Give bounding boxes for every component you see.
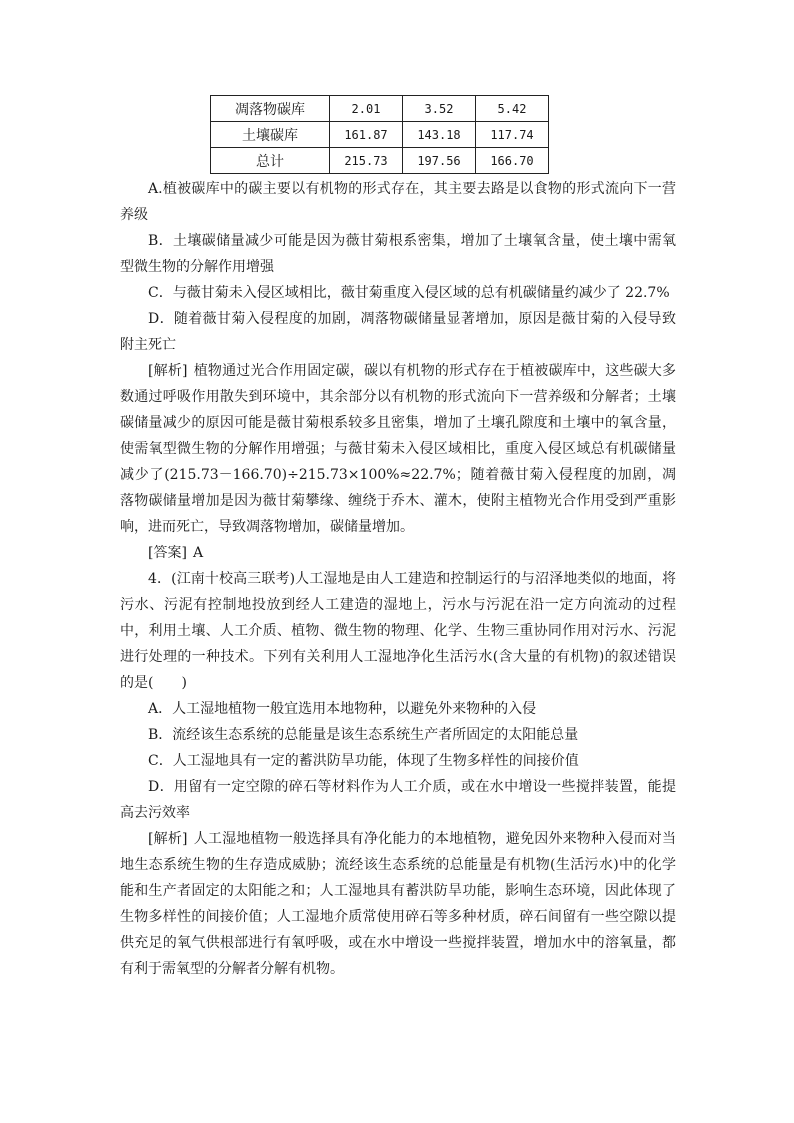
- table-row: [211, 148, 549, 174]
- cell-value: 5.42: [476, 96, 549, 122]
- row-label: 总计: [211, 148, 330, 174]
- analysis-label: [解析]: [148, 363, 188, 379]
- answer-text: A: [192, 545, 204, 561]
- row-label: 土壤碳库: [211, 122, 330, 148]
- page-content: [120, 95, 676, 982]
- cell-value: 143.18: [403, 122, 476, 148]
- carbon-storage-table: [210, 95, 549, 174]
- cell-value: 161.87: [330, 122, 403, 148]
- cell-value: 197.56: [403, 148, 476, 174]
- question-4-stem: 4．(江南十校高三联考)人工湿地是由人工建造和控制运行的与沼泽地类似的地面，将污水、污泥有控制地投放到经人工建造的湿地上，污水与污泥在沿一定方向流动的过程中，利用土壤、人工介质、植物、微生物的物理、化学、生物三重协同作用对污水、污泥进行处理的一种技术。下列有关利用人工湿地净化生活污水(含大量的有机物)的叙述错误的是( ): [120, 571, 676, 691]
- row-label: 凋落物碳库: [211, 96, 330, 122]
- table-row: [211, 96, 549, 122]
- question-3-analysis: [120, 358, 676, 540]
- option-c: C．人工湿地具有一定的蓄洪防旱功能，体现了生物多样性的间接价值: [148, 753, 579, 769]
- option-d: D．随着薇甘菊入侵程度的加剧，凋落物碳储量显著增加，原因是薇甘菊的入侵导致附主死亡: [120, 311, 676, 353]
- table-row: [211, 122, 549, 148]
- analysis-text: 植物通过光合作用固定碳，碳以有机物的形式存在于植被碳库中，这些碳大多数通过呼吸作用散失到环境中，其余部分以有机物的形式流向下一营养级和分解者；土壤碳储量减少的原因可能是薇甘菊根系较多且密集，增加了土壤孔隙度和土壤中的氧含量，使需氧型微生物的分解作用增强；与薇甘菊未入侵区域相比，重度入侵区域总有机碳储量减少了(215.73－166.70)÷215.73×100%≈22.7%；随着薇甘菊入侵程度的加剧，凋落物碳储量增加是因为薇甘菊攀缘、缠绕于乔木、灌木，使附主植物光合作用受到严重影响，进而死亡，导致凋落物增加，碳储量增加。: [120, 363, 676, 535]
- cell-value: 117.74: [476, 122, 549, 148]
- question-4-analysis: [120, 826, 676, 982]
- option-c: C．与薇甘菊未入侵区域相比，薇甘菊重度入侵区域的总有机碳储量约减少了 22.7%: [148, 285, 670, 301]
- cell-value: 2.01: [330, 96, 403, 122]
- answer-label: [答案]: [148, 545, 187, 561]
- analysis-label: [解析]: [148, 831, 188, 847]
- option-a: A．人工湿地植物一般宜选用本地物种，以避免外来物种的入侵: [148, 701, 537, 717]
- cell-value: 215.73: [330, 148, 403, 174]
- cell-value: 166.70: [476, 148, 549, 174]
- option-d: D．用留有一定空隙的碎石等材料作为人工介质，或在水中增设一些搅拌装置，能提高去污效率: [120, 779, 676, 821]
- option-b: B．流经该生态系统的总能量是该生态系统生产者所固定的太阳能总量: [148, 727, 579, 743]
- question-3-answer: [120, 540, 676, 566]
- analysis-text: 人工湿地植物一般选择具有净化能力的本地植物，避免因外来物种入侵而对当地生态系统生物的生存造成威胁；流经该生态系统的总能量是有机物(生活污水)中的化学能和生产者固定的太阳能之和；人工湿地具有蓄洪防旱功能，影响生态环境，因此体现了生物多样性的间接价值；人工湿地介质常使用碎石等多种材质，碎石间留有一些空隙以提供充足的氧气供根部进行有氧呼吸，或在水中增设一些搅拌装置，增加水中的溶氧量，都有利于需氧型的分解者分解有机物。: [120, 831, 676, 977]
- option-b: B．土壤碳储量减少可能是因为薇甘菊根系密集，增加了土壤氧含量，使土壤中需氧型微生物的分解作用增强: [120, 233, 676, 275]
- question-4-options: [120, 696, 676, 826]
- question-3-options: [120, 176, 676, 358]
- option-a: A.植被碳库中的碳主要以有机物的形式存在，其主要去路是以食物的形式流向下一营养级: [120, 181, 676, 223]
- cell-value: 3.52: [403, 96, 476, 122]
